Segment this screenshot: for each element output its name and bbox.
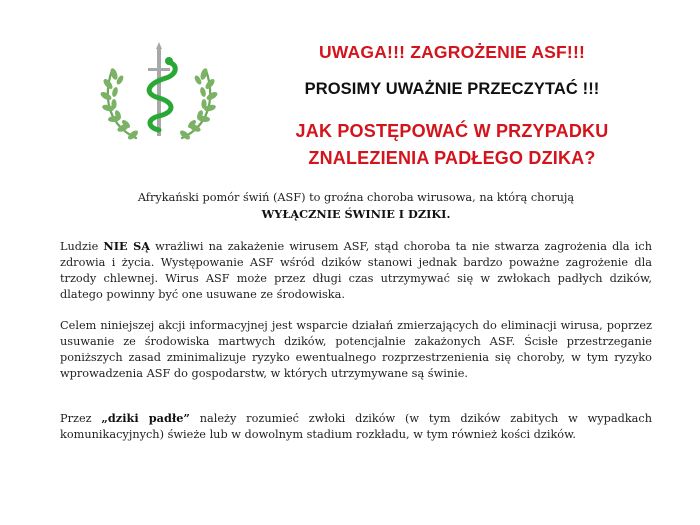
definition-post: należy rozumieć zwłoki dzików (w tym dzików zabitych w wypadkach komunikacyjnych) świeże lub w dowolnym stadium rozkładu, w tym również kości dzików. [60, 412, 653, 441]
intro-paragraph [72, 190, 640, 223]
definition-paragraph [60, 410, 652, 443]
intro-bold: WYŁĄCZNIE ŚWINIE I DZIKI. [261, 207, 451, 221]
goal-paragraph: Celem niniejszej akcji informacyjnej jest wsparcie działań zmierzających do eliminacji wirusa, poprzez usuwanie ze środowiska martwych dzików, potencjalnie zakażonych ASF. Ścisłe przestrzeganie poniższych zasad zminimalizuje ryzyko ewentualnego rozprzestrzenienia się choroby, w tym ryzyko wprowadzenia ASF do gospodarstw, w których utrzymywane są świnie. [60, 319, 652, 380]
question-line-2: ZNALEZIENIA PADŁEGO DZIKA? [308, 148, 596, 168]
definition-bold: „dziki padłe” [101, 411, 190, 425]
question-headline [232, 118, 672, 172]
safety-post: wrażliwi na zakażenie wirusem ASF, stąd choroba ta nie stwarza zagrożenia dla ich zdrowia i życia. Występowanie ASF wśród dzików stanowi jednak bardzo poważne zagrożenie dla trzody chlewnej. Wirus ASF może przez długi czas utrzymywać się w zwłokach padłych dzików, dlatego powinny być one usuwane ze środowiska. [60, 240, 653, 301]
question-line-1: JAK POSTĘPOWAĆ W PRZYPADKU [295, 121, 609, 141]
safety-paragraph [60, 238, 652, 303]
safety-pre: Ludzie [60, 240, 104, 253]
definition-pre: Przez [60, 412, 102, 425]
intro-text: Afrykański pomór świń (ASF) to groźna choroba wirusowa, na którą chorują [137, 191, 575, 204]
veterinary-caduceus-wreath-logo [96, 40, 222, 144]
read-carefully-headline: PROSIMY UWAŻNIE PRZECZYTAĆ !!! [304, 80, 600, 98]
warning-headline: UWAGA!!! ZAGROŻENIE ASF!!! [318, 42, 586, 62]
safety-bold: NIE SĄ [103, 239, 151, 253]
